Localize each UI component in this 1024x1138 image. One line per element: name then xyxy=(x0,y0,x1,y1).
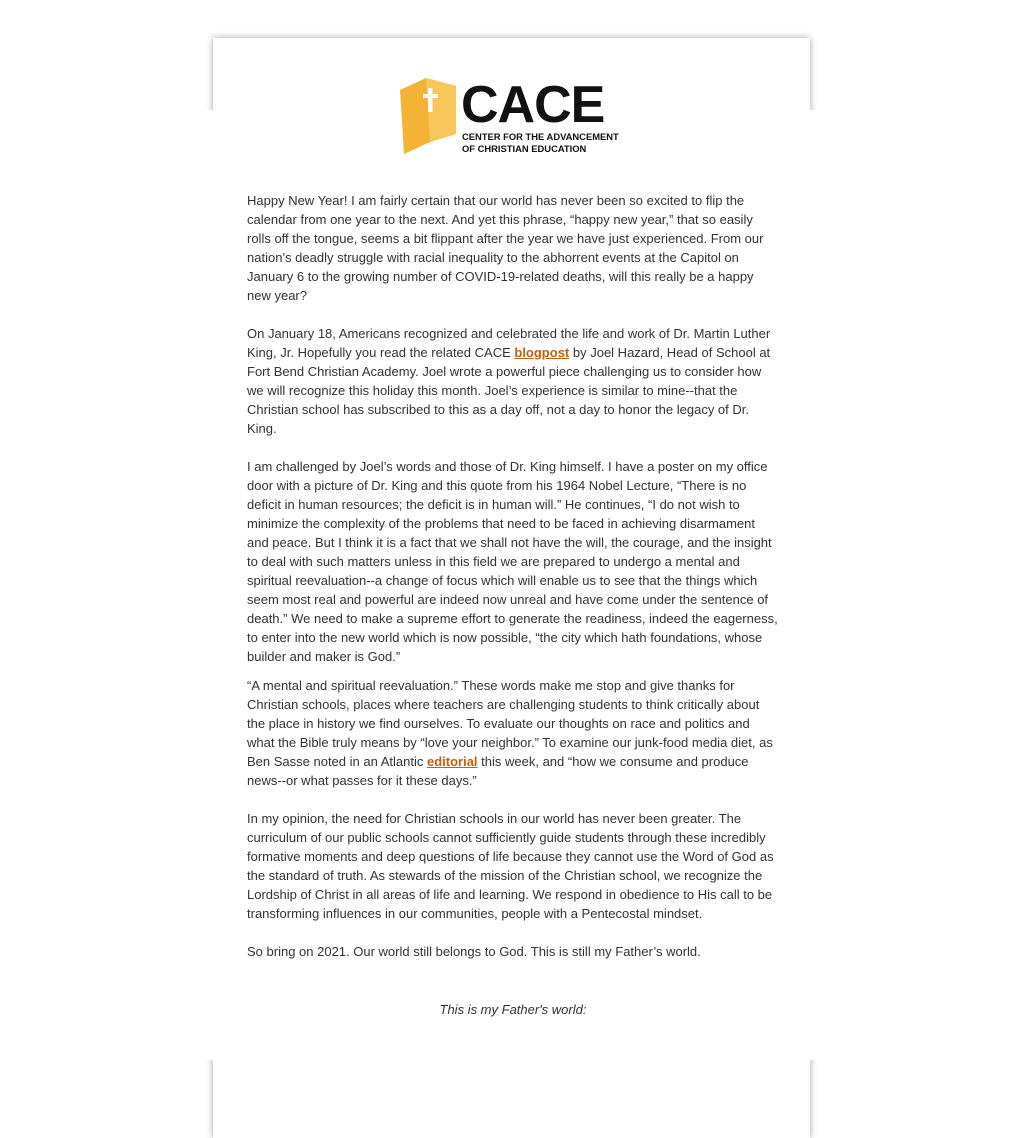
logo-wordmark: CACE xyxy=(461,76,605,134)
paragraph-4-text-b: this week, and “how we consume and produce news--or what passes for it these days.” xyxy=(247,754,749,788)
paragraph-4 xyxy=(247,676,779,790)
paragraph-3: I am challenged by Joel’s words and those of Dr. King himself. I have a poster on my office door with a picture of Dr. King and this quote from his 1964 Nobel Lecture, “There is no deficit in human resources; the deficit is in human will.” He continues, “I do not wish to minimize the complexity of the problems that need to be faced in achieving disarmament and peace. But I think it is a fact that we shall not have the will, the courage, and the insight to deal with such matters unless in this field we are prepared to undergo a mental and spiritual reevaluation--a change of focus which will enable us to see that the things which seem most real and powerful are indeed now unreal and have come under the sentence of death.” We need to make a supreme effort to generate the readiness, indeed the eagerness, to enter into the new world which is now possible, “the city which hath foundations, whose builder and maker is God.” xyxy=(247,459,778,664)
paragraph-5: In my opinion, the need for Christian schools in our world has never been greater. The curriculum of our public schools cannot sufficiently guide students through these incredibly formative moments and deep questions of life because they cannot use the Word of God as the standard of truth. As stewards of the mission of the Christian school, we recognize the Lordship of Christ in all areas of life and learning. We respond in obedience to His call to be transforming influences in our communities, people with a Pentecostal mindset. xyxy=(247,811,774,921)
poem-line-1: This is my Father's world: xyxy=(439,1002,587,1017)
article-body xyxy=(247,191,779,961)
paragraph-6: So bring on 2021. Our world still belongs to God. This is still my Father’s world. xyxy=(247,944,701,959)
logo-tagline-line1: CENTER FOR THE ADVANCEMENT xyxy=(462,131,619,142)
logo-tagline-line2: OF CHRISTIAN EDUCATION xyxy=(462,143,587,154)
poem-block xyxy=(247,1000,779,1019)
paragraph-2-text-b: by Joel Hazard, Head of School at Fort Bend Christian Academy. Joel wrote a powerful piece challenging us to consider how we will recognize this holiday this month. Joel’s experience is similar to mine--that the Christian school has subscribed to this as a day off, not a day to honor the legacy of Dr. King. xyxy=(247,345,771,436)
paragraph-1: Happy New Year! I am fairly certain that our world has never been so excited to flip the calendar from one year to the next. And yet this phrase, “happy new year,” that so easily rolls off the tongue, seems a bit flippant after the year we have just experienced. From our nation’s deadly struggle with racial inequality to the abhorrent events at the Capitol on January 6 to the growing number of COVID-19-related deaths, will this really be a happy new year? xyxy=(247,193,764,303)
book-cross-icon xyxy=(398,76,458,156)
paragraph-2 xyxy=(247,324,779,438)
paragraph-4-text-a: “A mental and spiritual reevaluation.” These words make me stop and give thanks for Christian schools, places where teachers are challenging students to think critically about the place in history we find ourselves. To evaluate our thoughts on race and politics and what the Bible truly means by “love your neighbor.” To examine our junk-food media diet, as Ben Sasse noted in an Atlantic xyxy=(247,678,773,769)
blogpost-link[interactable]: blogpost xyxy=(514,345,570,360)
paragraph-2-text-a: On January 18, Americans recognized and celebrated the life and work of Dr. Martin Luther King, Jr. Hopefully you read the related CACE xyxy=(247,326,771,360)
cace-logo xyxy=(398,76,628,156)
editorial-link[interactable]: editorial xyxy=(426,754,478,769)
